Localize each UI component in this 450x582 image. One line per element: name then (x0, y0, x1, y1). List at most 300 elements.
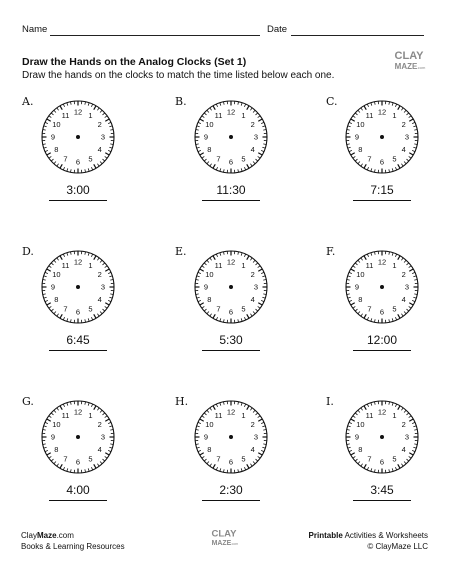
clock-number: 6 (75, 457, 81, 467)
minute-tick (358, 260, 360, 262)
center-dot (76, 435, 80, 439)
minute-tick (250, 408, 252, 410)
clock-number: 12 (226, 257, 236, 267)
minute-tick (367, 404, 368, 407)
hour-tick (105, 153, 109, 155)
clock-number: 3 (100, 132, 106, 142)
minute-tick (412, 272, 415, 273)
minute-tick (63, 167, 64, 170)
minute-tick (202, 456, 204, 458)
clock-number: 7 (216, 154, 221, 164)
time-label: 5:30 (219, 333, 243, 347)
time-underline (49, 350, 107, 351)
hour-tick (398, 406, 400, 410)
minute-tick (392, 253, 393, 256)
hour-tick (105, 269, 109, 271)
minute-tick (401, 258, 403, 260)
footer-printable: Printable Activities & Worksheets (308, 531, 428, 540)
minute-tick (54, 260, 56, 262)
time-underline (202, 200, 260, 201)
time-underline (353, 350, 411, 351)
minute-tick (109, 126, 112, 127)
clock-number: 4 (250, 295, 255, 305)
minute-tick (371, 168, 372, 171)
minute-tick (401, 164, 403, 166)
minute-tick (103, 113, 105, 115)
minute-tick (244, 317, 245, 320)
center-dot (76, 285, 80, 289)
minute-tick (103, 263, 105, 265)
clock-number: 4 (97, 445, 102, 455)
clock-number: 2 (250, 270, 255, 280)
minute-tick (262, 297, 265, 298)
hour-tick (94, 314, 96, 318)
clock-number: 6 (75, 157, 81, 167)
minute-tick (63, 467, 64, 470)
clock-number: 5 (241, 154, 246, 164)
minute-tick (348, 147, 351, 148)
minute-tick (404, 110, 406, 112)
minute-tick (348, 276, 351, 277)
minute-tick (241, 253, 242, 256)
minute-tick (353, 116, 355, 118)
minute-tick (91, 104, 92, 107)
minute-tick (407, 263, 409, 265)
clock-number: 3 (404, 432, 410, 442)
minute-tick (216, 317, 217, 320)
minute-tick (355, 113, 357, 115)
clock-number: 10 (356, 420, 365, 430)
minute-tick (67, 103, 68, 106)
minute-tick (258, 306, 260, 308)
hour-tick (94, 164, 96, 168)
claymaze-logo (394, 48, 424, 74)
minute-tick (51, 263, 53, 265)
minute-tick (241, 168, 242, 171)
hour-tick (398, 464, 400, 468)
minute-tick (258, 416, 260, 418)
minute-tick (404, 462, 406, 464)
center-dot (229, 435, 233, 439)
time-underline (353, 200, 411, 201)
clock-face[interactable] (340, 95, 424, 179)
name-line[interactable] (50, 35, 260, 36)
minute-tick (49, 306, 51, 308)
date-label: Date (267, 24, 288, 35)
minute-tick (108, 422, 111, 423)
clock-number: 8 (207, 295, 212, 305)
clock-face[interactable] (36, 395, 120, 479)
minute-tick (407, 159, 409, 161)
minute-tick (262, 126, 265, 127)
minute-tick (256, 309, 258, 311)
minute-tick (256, 113, 258, 115)
minute-tick (404, 260, 406, 262)
minute-tick (67, 468, 68, 471)
minute-tick (253, 312, 255, 314)
time-label: 3:00 (66, 183, 90, 197)
clock-number: 8 (207, 445, 212, 455)
hour-tick (47, 453, 51, 455)
minute-tick (361, 258, 363, 260)
minute-tick (401, 408, 403, 410)
clock-number: 9 (50, 132, 56, 142)
minute-tick (108, 300, 111, 301)
minute-tick (109, 297, 112, 298)
clock-number: 11 (61, 410, 70, 420)
minute-tick (361, 164, 363, 166)
hour-tick (247, 314, 249, 318)
minute-tick (253, 110, 255, 112)
clock-number: 3 (253, 132, 259, 142)
minute-tick (261, 300, 264, 301)
hour-tick (60, 164, 62, 168)
hour-tick (398, 314, 400, 318)
minute-tick (204, 113, 206, 115)
clock-number: 10 (52, 420, 61, 430)
clock-number: 9 (50, 432, 56, 442)
minute-tick (204, 413, 206, 415)
minute-tick (88, 468, 89, 471)
minute-tick (241, 403, 242, 406)
minute-tick (413, 426, 416, 427)
minute-tick (197, 147, 200, 148)
minute-tick (412, 300, 415, 301)
clock-face[interactable] (36, 95, 120, 179)
minute-tick (88, 168, 89, 171)
minute-tick (349, 422, 352, 423)
minute-tick (202, 116, 204, 118)
clock-number: 9 (50, 282, 56, 292)
minute-tick (361, 108, 363, 110)
time-label: 12:00 (366, 333, 398, 347)
clock-number: 9 (354, 282, 360, 292)
minute-tick (253, 162, 255, 164)
minute-tick (105, 116, 107, 118)
time-underline (49, 200, 107, 201)
hour-tick (351, 119, 355, 121)
svg-text:MAZE: MAZE (211, 539, 232, 547)
minute-tick (108, 450, 111, 451)
hour-tick (47, 269, 51, 271)
clock-number: 1 (88, 110, 93, 120)
minute-tick (409, 116, 411, 118)
clock-letter: C. (326, 95, 338, 108)
minute-tick (349, 450, 352, 451)
hour-tick (213, 406, 215, 410)
clock-number: 8 (358, 295, 363, 305)
minute-tick (392, 168, 393, 171)
hour-tick (200, 453, 204, 455)
hour-tick (364, 256, 366, 260)
clock-number: 8 (54, 445, 59, 455)
minute-tick (220, 318, 221, 321)
minute-tick (401, 314, 403, 316)
minute-tick (88, 403, 89, 406)
svg-text:.com: .com (230, 541, 239, 546)
minute-tick (262, 447, 265, 448)
clock-number: 10 (356, 120, 365, 130)
minute-tick (91, 167, 92, 170)
clock-number: 7 (367, 454, 372, 464)
minute-tick (407, 413, 409, 415)
name-label: Name (22, 24, 48, 35)
clock-number: 9 (354, 132, 360, 142)
hour-tick (47, 153, 51, 155)
minute-tick (355, 263, 357, 265)
hour-tick (200, 119, 204, 121)
clock-number: 7 (216, 454, 221, 464)
worksheet-header (0, 0, 450, 40)
center-dot (380, 135, 384, 139)
clock-number: 8 (358, 445, 363, 455)
minute-tick (97, 408, 99, 410)
minute-tick (367, 254, 368, 257)
hour-tick (213, 314, 215, 318)
minute-tick (371, 103, 372, 106)
minute-tick (348, 447, 351, 448)
clock-number: 12 (73, 407, 83, 417)
minute-tick (392, 103, 393, 106)
minute-tick (261, 450, 264, 451)
hour-tick (47, 119, 51, 121)
hour-tick (105, 419, 109, 421)
minute-tick (392, 468, 393, 471)
hour-tick (351, 269, 355, 271)
clock-number: 3 (100, 432, 106, 442)
clock-number: 6 (228, 307, 234, 317)
minute-tick (392, 403, 393, 406)
clock-number: 11 (365, 260, 374, 270)
clock-number: 5 (241, 304, 246, 314)
minute-tick (207, 162, 209, 164)
minute-tick (220, 168, 221, 171)
minute-tick (57, 408, 59, 410)
minute-tick (250, 464, 252, 466)
minute-tick (258, 116, 260, 118)
minute-tick (367, 167, 368, 170)
minute-tick (108, 272, 111, 273)
minute-tick (244, 104, 245, 107)
minute-tick (353, 156, 355, 158)
minute-tick (407, 459, 409, 461)
clock-number: 11 (61, 110, 70, 120)
clock-face[interactable] (189, 245, 273, 329)
hour-tick (247, 406, 249, 410)
clock-number: 7 (367, 304, 372, 314)
center-dot (76, 135, 80, 139)
minute-tick (395, 317, 396, 320)
minute-tick (258, 156, 260, 158)
clock-number: 10 (52, 270, 61, 280)
hour-tick (398, 106, 400, 110)
hour-tick (364, 164, 366, 168)
hour-tick (60, 106, 62, 110)
minute-tick (220, 468, 221, 471)
minute-tick (103, 413, 105, 415)
minute-tick (57, 464, 59, 466)
clock-number: 4 (401, 445, 406, 455)
minute-tick (253, 260, 255, 262)
minute-tick (49, 416, 51, 418)
minute-tick (404, 410, 406, 412)
clock-number: 6 (379, 307, 385, 317)
clock-number: 12 (226, 407, 236, 417)
minute-tick (100, 110, 102, 112)
clock-face[interactable] (189, 95, 273, 179)
clock-number: 9 (203, 132, 209, 142)
minute-tick (45, 300, 48, 301)
minute-tick (216, 254, 217, 257)
minute-tick (51, 309, 53, 311)
minute-tick (244, 254, 245, 257)
clock-number: 7 (63, 304, 68, 314)
clock-number: 12 (73, 257, 83, 267)
clock-number: 3 (404, 282, 410, 292)
minute-tick (103, 159, 105, 161)
hour-tick (258, 153, 262, 155)
minute-tick (244, 167, 245, 170)
minute-tick (202, 306, 204, 308)
clock-number: 2 (401, 120, 406, 130)
minute-tick (207, 410, 209, 412)
clock-number: 1 (241, 410, 246, 420)
minute-tick (371, 253, 372, 256)
hour-tick (94, 256, 96, 260)
minute-tick (409, 416, 411, 418)
minute-tick (202, 156, 204, 158)
minute-tick (361, 464, 363, 466)
minute-tick (216, 104, 217, 107)
time-underline (353, 500, 411, 501)
clock-face[interactable] (36, 245, 120, 329)
minute-tick (105, 456, 107, 458)
minute-tick (105, 156, 107, 158)
minute-tick (198, 422, 201, 423)
minute-tick (97, 164, 99, 166)
clock-letter: G. (22, 395, 34, 408)
clock-face[interactable] (189, 395, 273, 479)
minute-tick (100, 312, 102, 314)
hour-tick (60, 406, 62, 410)
minute-tick (216, 467, 217, 470)
minute-tick (262, 147, 265, 148)
hour-tick (398, 256, 400, 260)
clock-number: 3 (404, 132, 410, 142)
minute-tick (261, 272, 264, 273)
minute-tick (358, 312, 360, 314)
footer-logo (211, 525, 237, 551)
minute-tick (348, 297, 351, 298)
clock-number: 3 (253, 282, 259, 292)
logo-suffix: .com (416, 65, 426, 70)
hour-tick (213, 164, 215, 168)
hour-tick (409, 119, 413, 121)
hour-tick (351, 303, 355, 305)
minute-tick (97, 464, 99, 466)
hour-tick (200, 303, 204, 305)
minute-tick (88, 103, 89, 106)
clock-number: 6 (379, 457, 385, 467)
hour-tick (105, 119, 109, 121)
minute-tick (45, 450, 48, 451)
clock-number: 6 (379, 157, 385, 167)
time-label: 7:15 (370, 183, 394, 197)
minute-tick (349, 272, 352, 273)
hour-tick (364, 406, 366, 410)
worksheet-title: Draw the Hands on the Analog Clocks (Set 1) (22, 56, 247, 68)
minute-tick (45, 150, 48, 151)
clock-number: 2 (401, 270, 406, 280)
hour-tick (351, 453, 355, 455)
minute-tick (358, 462, 360, 464)
minute-tick (250, 164, 252, 166)
minute-tick (261, 122, 264, 123)
hour-tick (258, 303, 262, 305)
date-line[interactable] (291, 35, 424, 36)
minute-tick (207, 110, 209, 112)
minute-tick (91, 254, 92, 257)
minute-tick (358, 110, 360, 112)
hour-tick (247, 464, 249, 468)
minute-tick (204, 309, 206, 311)
minute-tick (91, 467, 92, 470)
hour-tick (258, 453, 262, 455)
clock-letter: D. (22, 245, 34, 258)
clock-number: 3 (100, 282, 106, 292)
minute-tick (401, 108, 403, 110)
time-label: 6:45 (66, 333, 90, 347)
minute-tick (204, 459, 206, 461)
clock-number: 1 (88, 410, 93, 420)
hour-tick (213, 256, 215, 260)
hour-tick (247, 106, 249, 110)
minute-tick (54, 312, 56, 314)
clock-letter: A. (22, 95, 34, 108)
minute-tick (220, 253, 221, 256)
center-dot (229, 135, 233, 139)
minute-tick (210, 408, 212, 410)
clock-face[interactable] (340, 245, 424, 329)
hour-tick (60, 464, 62, 468)
hour-tick (351, 153, 355, 155)
clock-number: 10 (205, 270, 214, 280)
clock-number: 6 (75, 307, 81, 317)
clock-number: 1 (88, 260, 93, 270)
clock-number: 5 (241, 454, 246, 464)
hour-tick (213, 106, 215, 110)
minute-tick (210, 464, 212, 466)
minute-tick (57, 314, 59, 316)
minute-tick (392, 318, 393, 321)
minute-tick (100, 410, 102, 412)
clock-number: 12 (377, 407, 387, 417)
minute-tick (105, 306, 107, 308)
clock-number: 7 (63, 454, 68, 464)
hour-tick (409, 303, 413, 305)
clock-number: 8 (207, 145, 212, 155)
minute-tick (103, 459, 105, 461)
minute-tick (413, 297, 416, 298)
clock-face[interactable] (340, 395, 424, 479)
clock-number: 4 (97, 295, 102, 305)
minute-tick (97, 108, 99, 110)
minute-tick (207, 260, 209, 262)
minute-tick (413, 447, 416, 448)
minute-tick (353, 306, 355, 308)
minute-tick (63, 317, 64, 320)
hour-tick (94, 464, 96, 468)
